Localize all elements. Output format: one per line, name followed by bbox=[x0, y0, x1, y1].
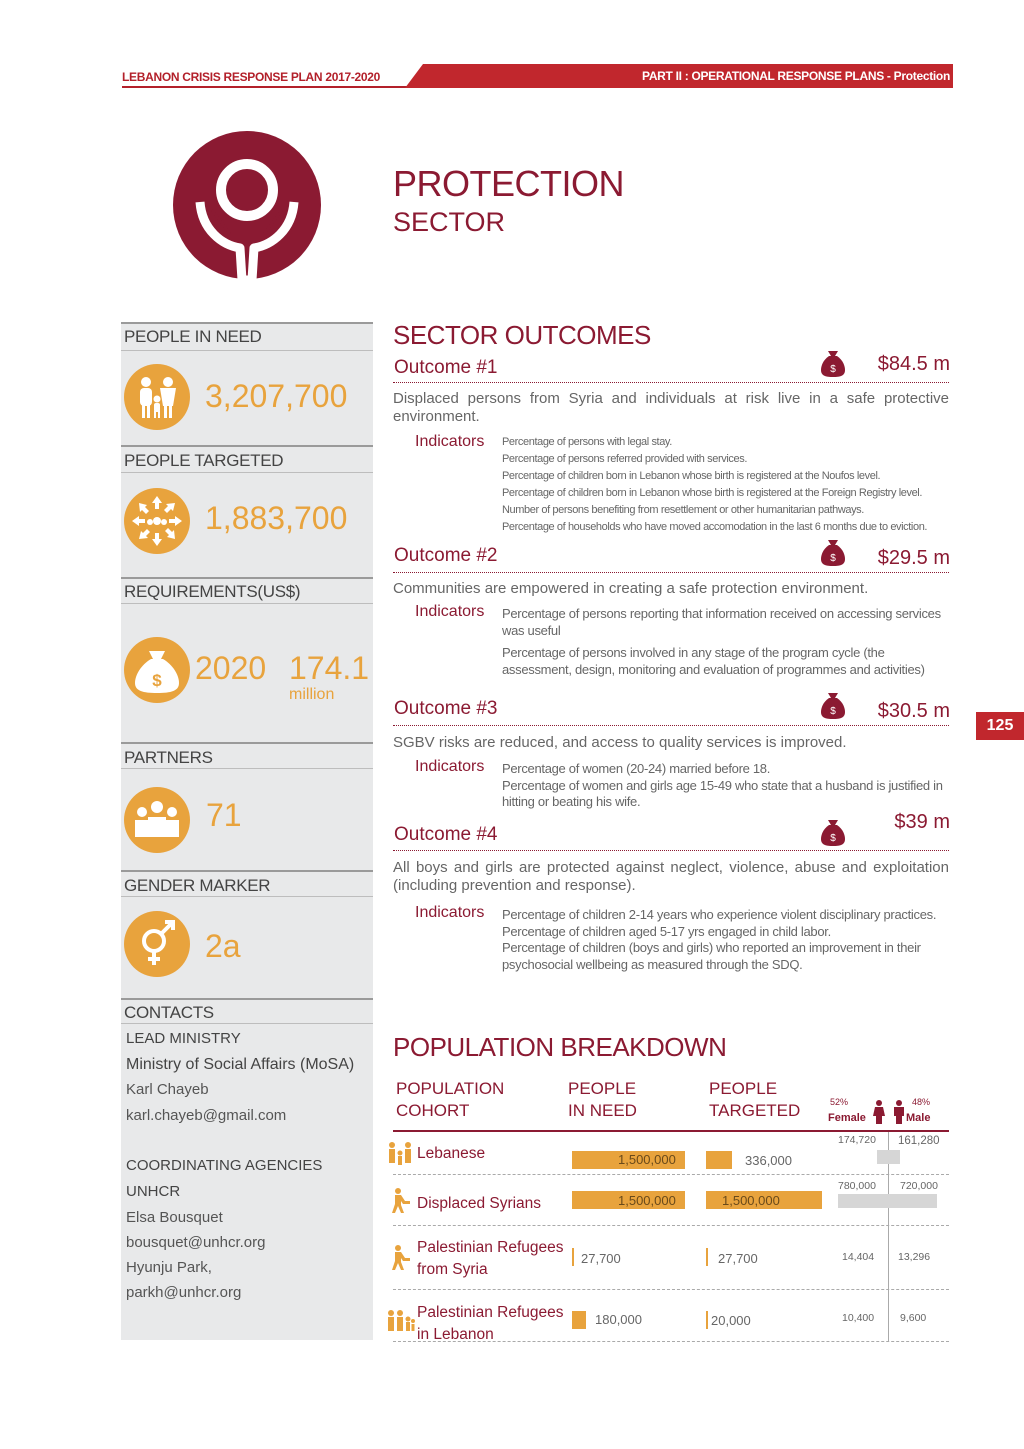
targeted-value: 1,500,000 bbox=[722, 1193, 780, 1208]
family-icon bbox=[386, 1309, 416, 1340]
svg-text:$: $ bbox=[830, 553, 836, 564]
gender-marker-label: GENDER MARKER bbox=[124, 876, 271, 895]
coordinating-agency: UNHCR bbox=[126, 1183, 181, 1200]
cohort-line: Palestinian Refugees bbox=[417, 1239, 564, 1256]
header-rule bbox=[122, 86, 417, 88]
targeted-value: 27,700 bbox=[718, 1251, 758, 1266]
coordinating-agencies-label: COORDINATING AGENCIES bbox=[126, 1157, 323, 1174]
outcome-amount: $39 m bbox=[894, 811, 950, 833]
gender-icon bbox=[124, 911, 190, 977]
outcome-description: Displaced persons from Syria and individuals at risk live in a safe protective environment. bbox=[393, 390, 949, 425]
divider bbox=[121, 350, 373, 351]
female-label: Female bbox=[828, 1112, 866, 1124]
outcome-title: Outcome #1 bbox=[394, 357, 498, 378]
indicators-label: Indicators bbox=[415, 433, 485, 450]
report-title: LEBANON CRISIS RESPONSE PLAN 2017-2020 bbox=[122, 70, 381, 84]
male-value: 13,296 bbox=[898, 1251, 931, 1263]
contacts-label: CONTACTS bbox=[124, 1003, 214, 1022]
coord-contact-person: Elsa Bousquet bbox=[126, 1209, 223, 1226]
indicator: Percentage of persons reporting that information received on accessing services was useful bbox=[502, 606, 941, 638]
targeted-bar bbox=[706, 1248, 708, 1266]
row-divider bbox=[393, 1174, 949, 1175]
divider bbox=[121, 742, 373, 744]
walking-person-icon bbox=[388, 1187, 416, 1218]
requirements-year: 2020 bbox=[195, 650, 267, 686]
female-value: 780,000 bbox=[838, 1180, 876, 1192]
header-line: IN NEED bbox=[568, 1101, 637, 1120]
people-in-need-value: 3,207,700 bbox=[205, 378, 348, 414]
need-value: 1,500,000 bbox=[618, 1193, 676, 1208]
group-icon bbox=[124, 787, 190, 853]
male-value: 161,280 bbox=[898, 1135, 940, 1147]
divider bbox=[121, 998, 373, 1000]
people-targeted-label: PEOPLE TARGETED bbox=[124, 451, 284, 470]
svg-text:$: $ bbox=[152, 671, 162, 690]
indicator: Percentage of children aged 5-17 yrs engaged in child labor. bbox=[502, 923, 831, 939]
lead-contact-person: Karl Chayeb bbox=[126, 1081, 209, 1098]
cohort-column-header bbox=[396, 1078, 504, 1122]
indicator: Percentage of households who have moved accomodation in the last 6 months due to eviction. bbox=[502, 521, 928, 533]
divider bbox=[121, 322, 373, 324]
targeted-column-header bbox=[709, 1078, 800, 1122]
divider bbox=[393, 725, 949, 726]
svg-text:$: $ bbox=[830, 706, 836, 717]
indicator: Percentage of children (boys and girls) who reported an improvement in their psychosocial wellbeing as measured through the SDQ. bbox=[502, 940, 921, 972]
money-bag-icon bbox=[820, 538, 846, 568]
page-title: PROTECTION bbox=[393, 163, 625, 204]
female-value: 10,400 bbox=[842, 1312, 875, 1324]
targeted-bar bbox=[706, 1151, 732, 1169]
partners-value: 71 bbox=[206, 797, 242, 833]
targeted-bar bbox=[706, 1311, 708, 1329]
indicators-label: Indicators bbox=[415, 904, 485, 921]
need-value: 27,700 bbox=[581, 1251, 621, 1266]
outcome-amount: $30.5 m bbox=[877, 700, 950, 722]
partners-label: PARTNERS bbox=[124, 748, 213, 767]
cohort-line: in Lebanon bbox=[417, 1326, 494, 1343]
indicator: Percentage of persons with legal stay. bbox=[502, 436, 672, 448]
indicator: Percentage of children 2-14 years who experience violent disciplinary practices. bbox=[502, 907, 937, 922]
outcome-title: Outcome #3 bbox=[394, 698, 498, 719]
male-icon bbox=[893, 1100, 905, 1129]
indicator: Percentage of women (20-24) married before 18. bbox=[502, 761, 771, 776]
need-bar bbox=[572, 1311, 586, 1329]
indicator-list bbox=[502, 606, 948, 678]
money-bag-icon bbox=[124, 637, 190, 703]
cohort-line: Palestinian Refugees bbox=[417, 1304, 564, 1321]
male-value: 9,600 bbox=[900, 1312, 927, 1324]
page-subtitle: SECTOR bbox=[393, 207, 506, 237]
indicators-label: Indicators bbox=[415, 603, 485, 620]
divider bbox=[393, 850, 949, 851]
outcome-title: Outcome #2 bbox=[394, 545, 498, 566]
svg-text:$: $ bbox=[830, 833, 836, 844]
walking-person-icon bbox=[388, 1244, 416, 1275]
cohort-line: Displaced Syrians bbox=[417, 1195, 542, 1212]
requirements-unit: million bbox=[289, 686, 335, 703]
indicator: Percentage of children born in Lebanon whose birth is registered at the Foreign Registry level. bbox=[502, 487, 922, 499]
indicator: Number of persons benefiting from resettlement or other humanitarian pathways. bbox=[502, 504, 864, 516]
outcome-description: Communities are empowered in creating a safe protection environment. bbox=[393, 580, 869, 597]
lead-contact-email[interactable]: karl.chayeb@gmail.com bbox=[126, 1107, 287, 1124]
targeted-value: 20,000 bbox=[711, 1313, 751, 1328]
divider bbox=[393, 382, 949, 383]
lead-ministry-name: Ministry of Social Affairs (MoSA) bbox=[126, 1056, 355, 1073]
header-line: COHORT bbox=[396, 1101, 470, 1120]
svg-text:$: $ bbox=[830, 364, 836, 375]
row-divider bbox=[393, 1341, 949, 1342]
cohort-label bbox=[417, 1302, 564, 1346]
lead-ministry-label: LEAD MINISTRY bbox=[126, 1030, 241, 1047]
indicators-label: Indicators bbox=[415, 758, 485, 775]
cohort-line: from Syria bbox=[417, 1261, 488, 1278]
outcome-description: All boys and girls are protected against neglect, violence, abuse and exploitation (including prevention and response). bbox=[393, 859, 949, 894]
outcome-description: SGBV risks are reduced, and access to quality services is improved. bbox=[393, 734, 847, 751]
divider bbox=[121, 445, 373, 447]
outcome-amount: $29.5 m bbox=[877, 547, 950, 569]
outcome-title: Outcome #4 bbox=[394, 824, 498, 845]
divider bbox=[121, 577, 373, 579]
indicator-list bbox=[502, 434, 948, 536]
cohort-line: Lebanese bbox=[417, 1145, 486, 1162]
outcome-amount: $84.5 m bbox=[877, 353, 950, 375]
indicator: Percentage of persons referred provided with services. bbox=[502, 453, 747, 465]
people-targeted-value: 1,883,700 bbox=[205, 500, 348, 536]
indicator: Percentage of children born in Lebanon whose birth is registered at the Noufos level. bbox=[502, 470, 881, 482]
male-value: 720,000 bbox=[900, 1180, 938, 1192]
divider bbox=[121, 472, 373, 473]
need-column-header bbox=[568, 1078, 637, 1122]
cohort-label bbox=[417, 1143, 485, 1165]
divider bbox=[121, 1023, 373, 1024]
header-line: PEOPLE bbox=[568, 1079, 637, 1098]
population-breakdown-heading: POPULATION BREAKDOWN bbox=[393, 1032, 727, 1062]
protection-hands-icon bbox=[172, 130, 322, 285]
divider bbox=[393, 572, 949, 573]
family-icon bbox=[124, 364, 190, 430]
row-divider bbox=[393, 1289, 949, 1290]
divider bbox=[121, 870, 373, 872]
requirements-label: REQUIREMENTS(US$) bbox=[124, 582, 301, 601]
coord-contact-email[interactable]: parkh@unhcr.org bbox=[126, 1284, 242, 1301]
female-percent: 52% bbox=[830, 1097, 849, 1107]
indicator: Percentage of women and girls age 15-49 who state that a husband is justified in hitting or beating his wife. bbox=[502, 777, 943, 809]
cohort-label bbox=[417, 1237, 564, 1281]
cohort-label bbox=[417, 1193, 541, 1215]
divider bbox=[121, 768, 373, 769]
need-value: 1,500,000 bbox=[618, 1152, 676, 1167]
sector-outcomes-heading: SECTOR OUTCOMES bbox=[393, 320, 651, 350]
female-value: 174,720 bbox=[838, 1134, 876, 1146]
coord-contact-person: Hyunju Park, bbox=[126, 1259, 212, 1276]
divider bbox=[121, 603, 373, 604]
people-in-need-label: PEOPLE IN NEED bbox=[124, 327, 262, 346]
section-title: PART II : OPERATIONAL RESPONSE PLANS - Protection bbox=[642, 69, 950, 83]
money-bag-icon bbox=[820, 691, 846, 721]
targeted-value: 336,000 bbox=[745, 1153, 792, 1168]
indicator-list bbox=[502, 761, 948, 811]
requirements-value: 174.1 bbox=[289, 650, 370, 686]
female-value: 14,404 bbox=[842, 1251, 875, 1263]
money-bag-icon bbox=[820, 818, 846, 848]
gender-bar bbox=[838, 1194, 937, 1208]
gender-marker-value: 2a bbox=[205, 928, 241, 964]
family-icon bbox=[386, 1141, 416, 1172]
target-arrows-icon bbox=[124, 488, 190, 554]
header-line: TARGETED bbox=[709, 1101, 801, 1120]
gender-bar bbox=[877, 1150, 900, 1164]
row-divider bbox=[393, 1225, 949, 1226]
need-value: 180,000 bbox=[595, 1312, 642, 1327]
table-header-rule bbox=[393, 1130, 949, 1132]
divider bbox=[121, 896, 373, 897]
page-number: 125 bbox=[976, 712, 1024, 740]
money-bag-icon bbox=[820, 349, 846, 379]
need-bar bbox=[572, 1248, 574, 1266]
coord-contact-email[interactable]: bousquet@unhcr.org bbox=[126, 1234, 266, 1251]
header-line: PEOPLE bbox=[709, 1079, 778, 1098]
male-label: Male bbox=[906, 1112, 931, 1124]
male-percent: 48% bbox=[912, 1097, 931, 1107]
header-line: POPULATION bbox=[396, 1079, 505, 1098]
indicator: Percentage of persons involved in any stage of the program cycle (the assessment, design, monitoring and evaluation of programmes and activities) bbox=[502, 645, 925, 677]
female-icon bbox=[873, 1100, 885, 1129]
indicator-list bbox=[502, 907, 948, 973]
